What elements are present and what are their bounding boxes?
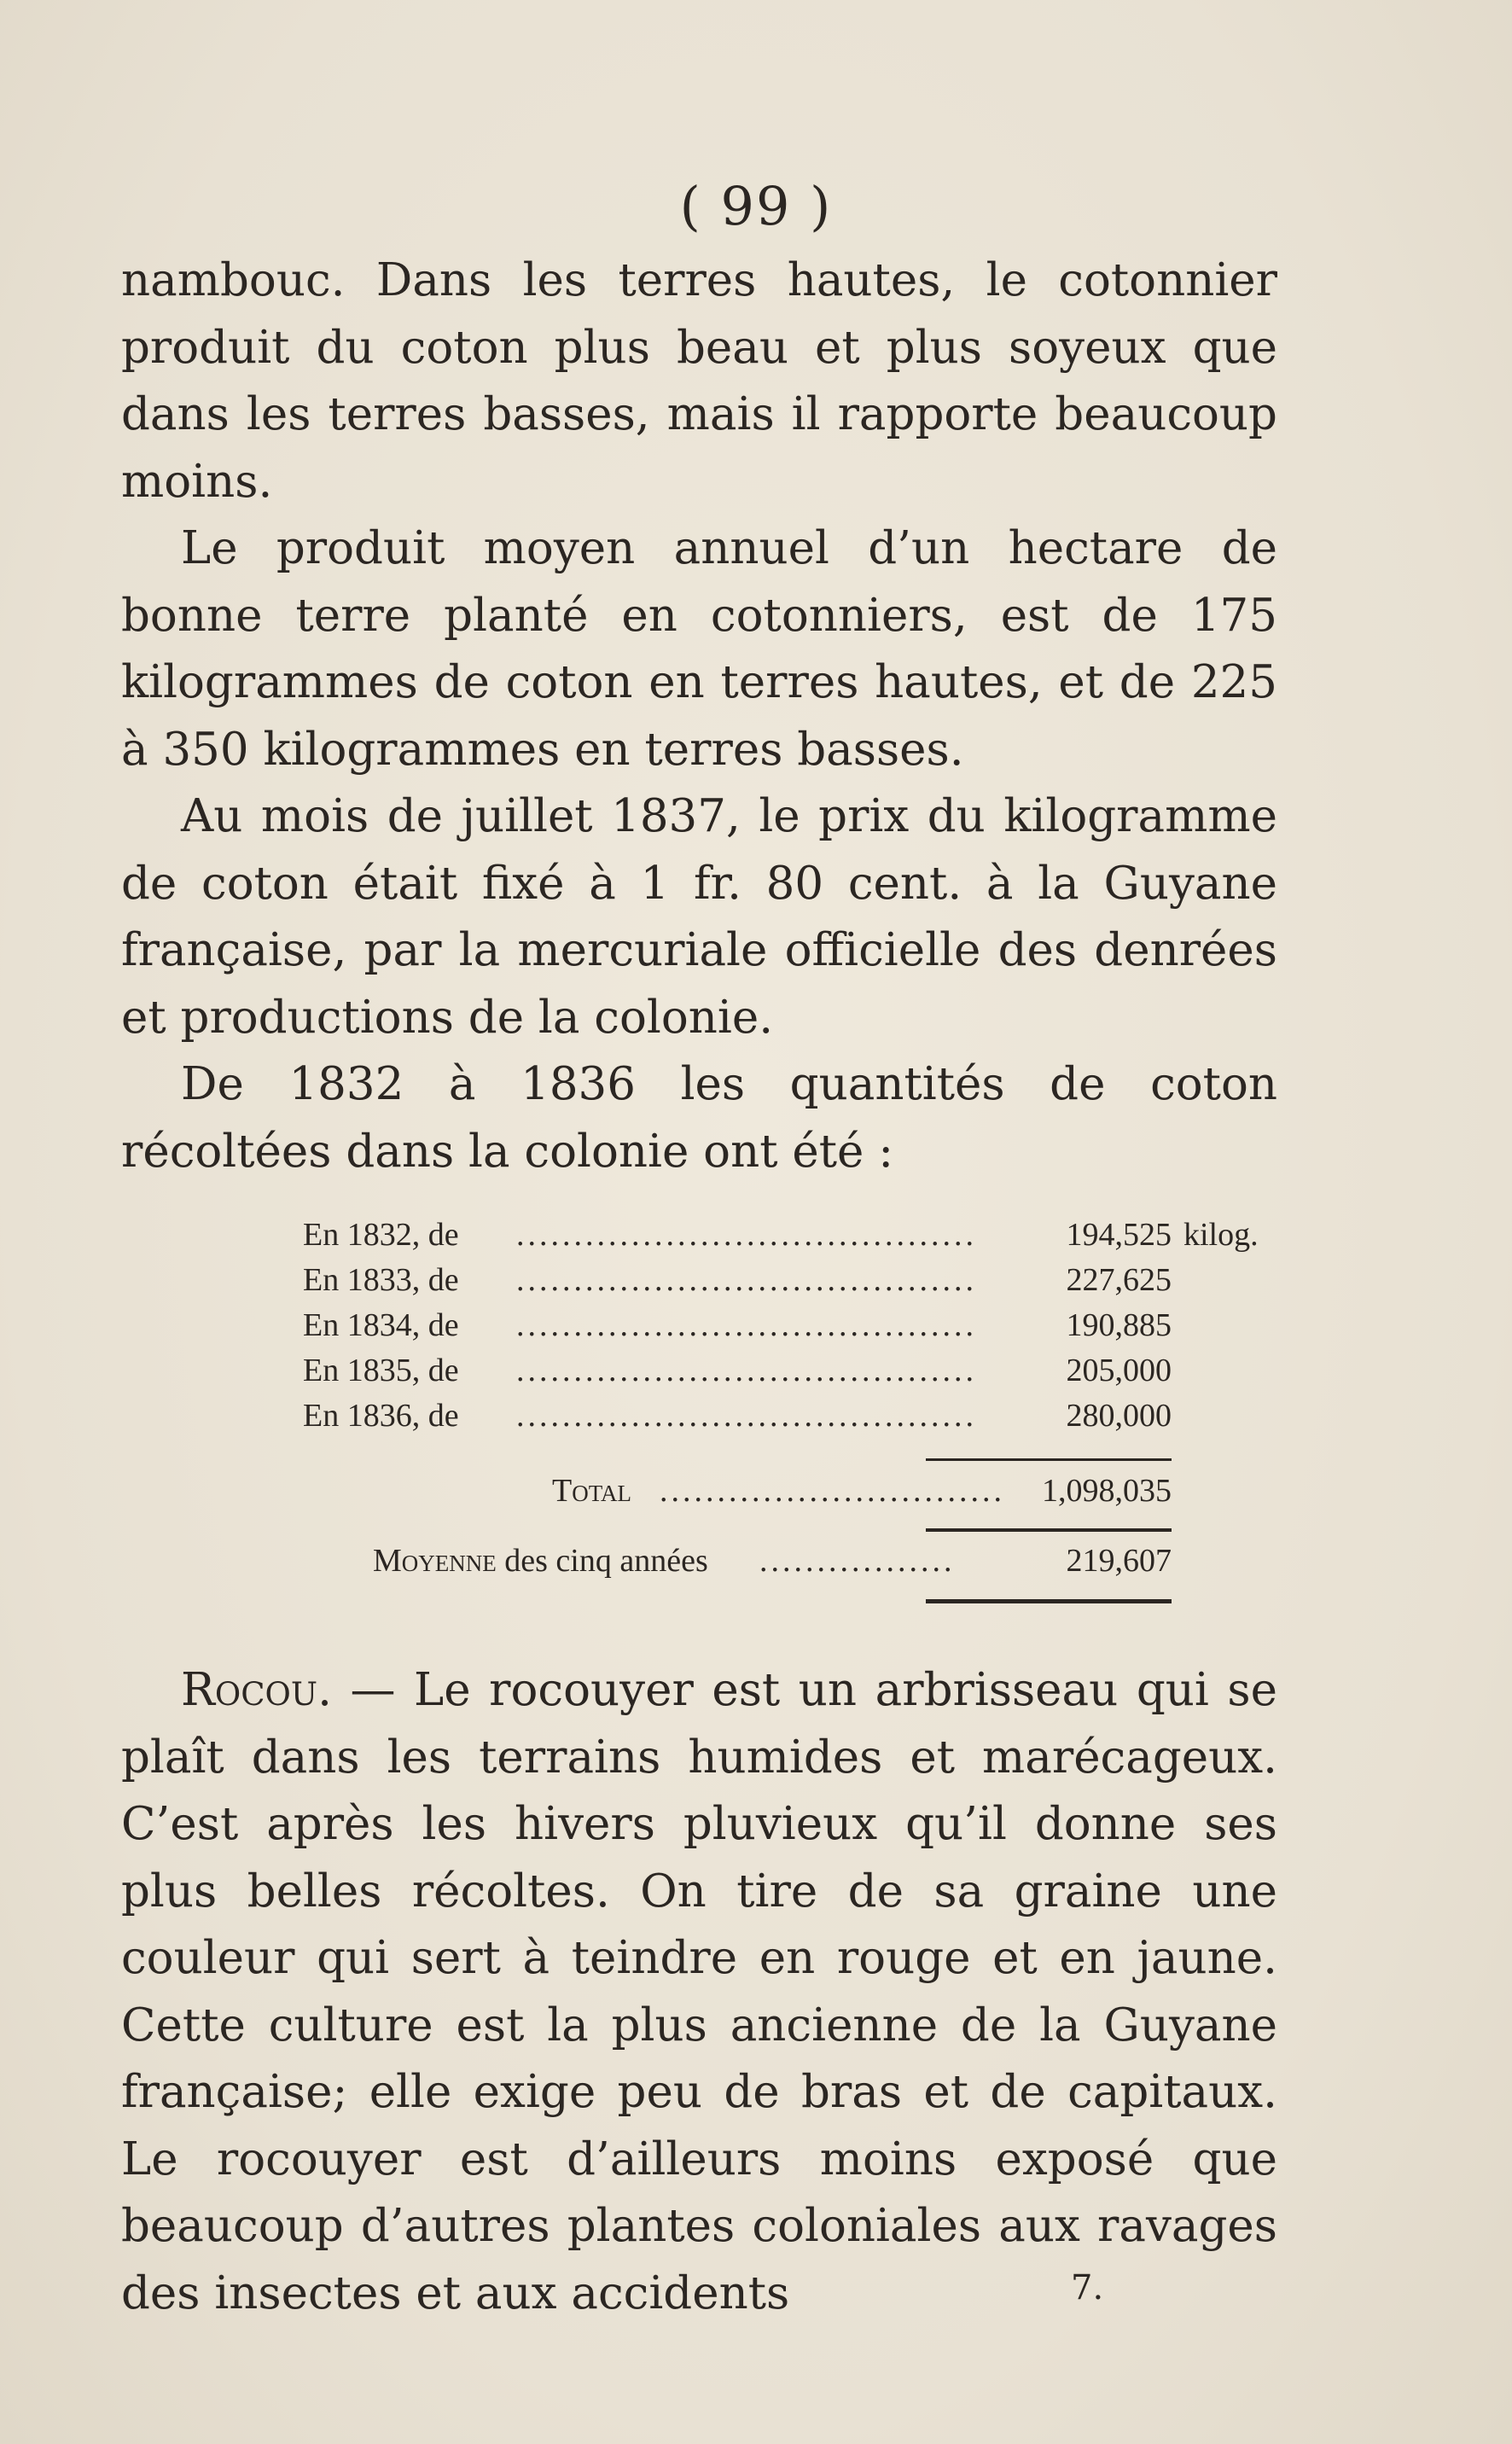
paragraph-5-text: — Le rocouyer est un arbrisseau qui se plaît dans les terrains humides et marécageux. C’est après les hivers pluvieux qu’il donne ses plus belles récoltes. On tire de sa graine une couleur qui sert à teindre en rouge et en jaune. Cette culture est la plus ancienne de la Guyane française; elle exige peu de bras et de capitaux. Le rocouyer est d’ailleurs moins exposé que beaucoup d’autres plantes coloniales aux ravages des insectes et aux accidents	[121, 1664, 1277, 2319]
total-rule	[926, 1528, 1172, 1532]
row-label: En 1835, de	[303, 1353, 459, 1388]
dot-leader: ........................................	[516, 1307, 977, 1343]
dot-leader: ..............................	[660, 1473, 1005, 1509]
row-label: En 1836, de	[303, 1398, 459, 1434]
average-label-rest: des cinq années	[496, 1543, 708, 1579]
row-value: 194,525	[1066, 1217, 1172, 1253]
paragraph-1: nambouc. Dans les terres hautes, le cotonnier produit du coton plus beau et plus soyeux que dans les terres basses, mais il rapporte beaucoup moins.	[121, 254, 1277, 508]
row-value: 190,885	[1066, 1307, 1172, 1343]
total-value: 1,098,035	[1042, 1473, 1172, 1509]
bottom-text-block	[121, 1657, 1277, 2327]
paragraph-2: Le produit moyen annuel d’un hectare de bonne terre planté en cotonniers, est de 175 kilogrammes de coton en terres hautes, et de 225 à 350 kilogrammes en terres basses.	[121, 522, 1277, 776]
row-value: 205,000	[1066, 1353, 1172, 1388]
average-value: 219,607	[1066, 1543, 1172, 1579]
total-label: Total	[552, 1473, 632, 1509]
dot-leader: .................	[759, 1543, 956, 1579]
signature-mark: 7.	[1071, 2268, 1104, 2307]
average-row	[303, 1542, 1242, 1587]
row-label: En 1833, de	[303, 1262, 459, 1298]
page-number: ( 99 )	[679, 175, 833, 237]
row-label: En 1832, de	[303, 1217, 459, 1253]
dot-leader: ........................................	[516, 1353, 977, 1388]
row-value: 280,000	[1066, 1398, 1172, 1434]
dot-leader: ........................................	[516, 1217, 977, 1253]
table-row	[303, 1397, 1242, 1442]
average-label	[373, 1542, 708, 1580]
top-text-block	[121, 247, 1277, 1185]
table-row	[303, 1306, 1242, 1352]
subtotal-rule	[926, 1458, 1172, 1461]
average-rule	[926, 1599, 1172, 1603]
row-value: 227,625	[1066, 1262, 1172, 1298]
table-row	[303, 1216, 1259, 1261]
total-row	[303, 1472, 1242, 1517]
dot-leader: ........................................	[516, 1262, 977, 1298]
dot-leader: ........................................	[516, 1398, 977, 1434]
average-label-smallcaps: Moyenne	[373, 1543, 497, 1579]
paragraph-3: Au mois de juillet 1837, le prix du kilogramme de coton était fixé à 1 fr. 80 cent. à la Guyane française, par la mercuriale officielle des denrées et productions de la colonie.	[121, 790, 1277, 1044]
rocou-heading: Rocou.	[181, 1664, 332, 1716]
table-row	[303, 1352, 1242, 1397]
paragraph-4: De 1832 à 1836 les quantités de coton récoltées dans la colonie ont été :	[121, 1058, 1277, 1178]
row-label: En 1834, de	[303, 1307, 459, 1343]
table-row	[303, 1261, 1242, 1306]
row-unit: kilog.	[1183, 1217, 1259, 1253]
paragraph-5	[121, 1657, 1277, 2327]
